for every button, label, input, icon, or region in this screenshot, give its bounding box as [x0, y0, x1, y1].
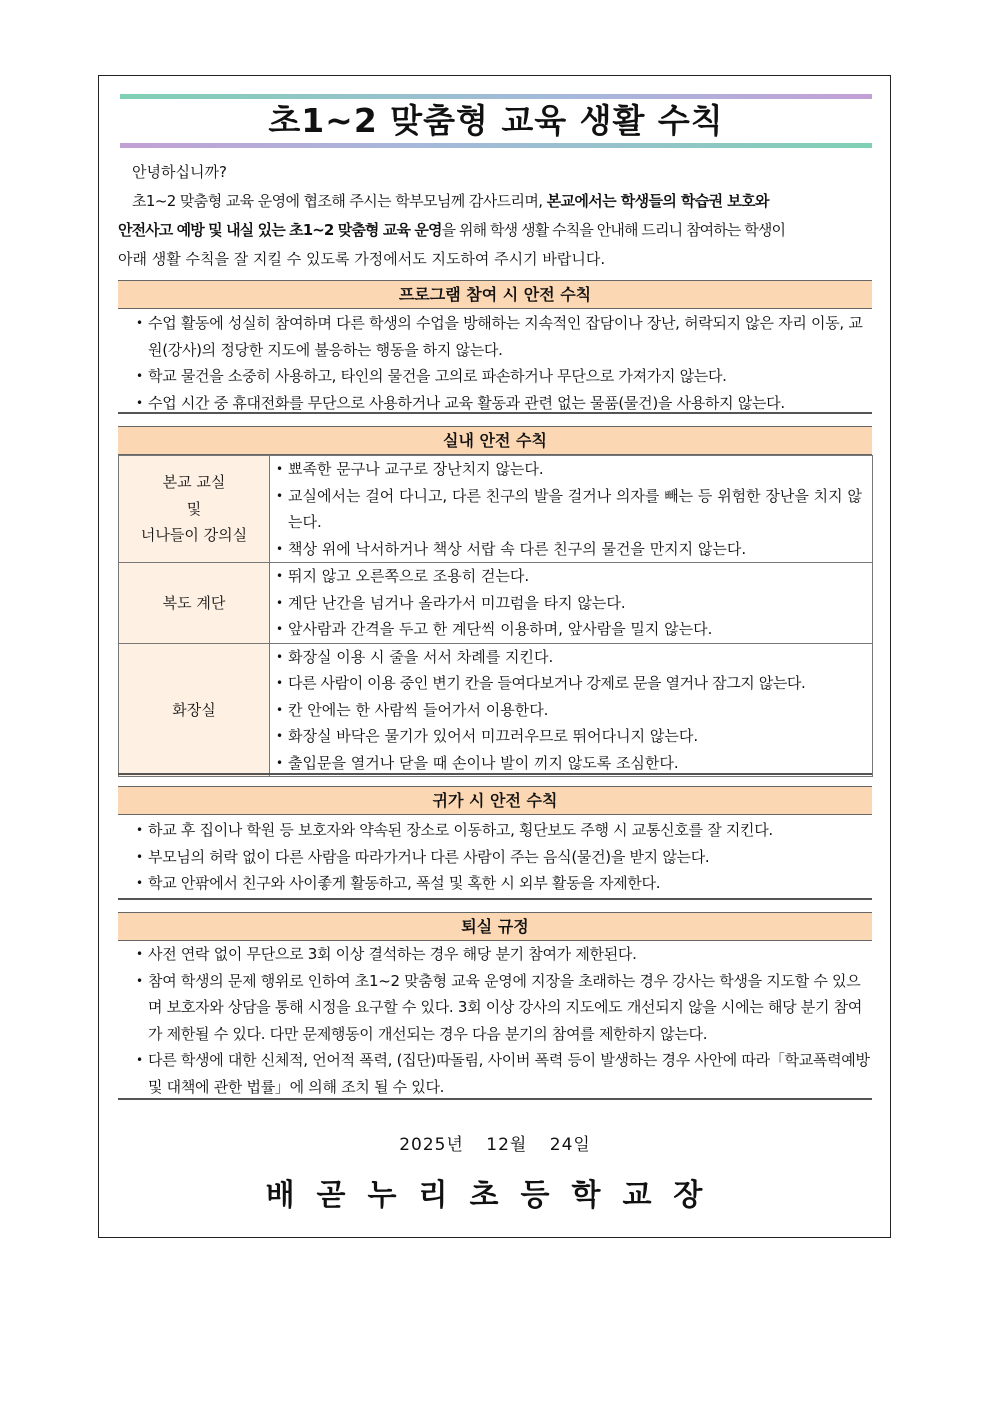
home-item: • 학교 안팎에서 친구와 사이좋게 활동하고, 폭설 및 혹한 시 외부 활동을 자제한다. — [118, 870, 872, 897]
indoor-table — [118, 455, 873, 777]
intro-paragraph — [118, 158, 878, 274]
exit-list — [118, 941, 872, 1100]
intro-body-line2 — [118, 216, 878, 245]
indoor-item: • 뛰지 않고 오른쪽으로 조용히 걷는다. — [270, 563, 872, 590]
home-item: • 하교 후 집이나 학원 등 보호자와 약속된 장소로 이동하고, 횡단보도 주행 시 교통신호를 잘 지킨다. — [118, 817, 872, 844]
title-rule-top — [120, 94, 872, 99]
home-list — [118, 817, 872, 897]
indoor-item: • 책상 위에 낙서하거나 책상 서랍 속 다른 친구의 물건을 만지지 않는다. — [270, 536, 872, 563]
intro-body-2: 을 위해 학생 생활 수칙을 안내해 드리니 참여하는 학생이 — [441, 221, 786, 239]
program-item: • 수업 활동에 성실히 참여하며 다른 학생의 수업을 방해하는 지속적인 잡담이나 장난, 허락되지 않은 자리 이동, 교원(강사)의 정당한 지도에 불응하는 행동을 하지 않는다. — [118, 310, 872, 363]
date-year: 2025년 — [399, 1135, 464, 1155]
exit-item: • 사전 연락 없이 무단으로 3회 이상 결석하는 경우 해당 분기 참여가 제한된다. — [118, 941, 872, 968]
indoor-item: • 다른 사람이 이용 중인 변기 칸을 들여다보거나 강제로 문을 열거나 잠그지 않는다. — [270, 670, 872, 697]
home-item: • 부모님의 허락 없이 다른 사람을 따라가거나 다른 사람이 주는 음식(물건)을 받지 않는다. — [118, 844, 872, 871]
intro-bold-1: 본교에서는 학생들의 학습권 보호와 — [546, 192, 769, 210]
place-label: 너나들이 강의실 — [140, 526, 248, 545]
indoor-bottom-rule — [118, 773, 872, 775]
home-bottom-rule — [118, 898, 872, 900]
home-heading: 귀가 시 안전 수칙 — [118, 786, 872, 815]
program-item: • 수업 시간 중 휴대전화를 무단으로 사용하거나 교육 활동과 관련 없는 물품(물건)을 사용하지 않는다. — [118, 390, 872, 417]
indoor-item: • 칸 안에는 한 사람씩 들어가서 이용한다. — [270, 697, 872, 724]
place-restroom: 화장실 — [119, 643, 270, 777]
indoor-item: • 앞사람과 간격을 두고 한 계단씩 이용하며, 앞사람을 밀지 않는다. — [270, 616, 872, 643]
title-rule-bottom — [120, 143, 872, 148]
indoor-item: • 출입문을 열거나 닫을 때 손이나 발이 끼지 않도록 조심한다. — [270, 750, 872, 777]
indoor-item: • 교실에서는 걸어 다니고, 다른 친구의 발을 걸거나 의자를 빼는 등 위험한 장난을 치지 않는다. — [270, 483, 872, 536]
indoor-row-classroom — [119, 456, 873, 563]
intro-body-line3: 아래 생활 수칙을 잘 지킬 수 있도록 가정에서도 지도하여 주시기 바랍니다. — [118, 250, 606, 268]
page-title: 초1~2 맞춤형 교육 생활 수칙 — [268, 101, 724, 140]
indoor-item: • 화장실 이용 시 줄을 서서 차례를 지킨다. — [270, 644, 872, 671]
intro-body-1: 초1~2 맞춤형 교육 운영에 협조해 주시는 학부모님께 감사드리며, — [132, 192, 547, 210]
indoor-row-restroom — [119, 643, 873, 777]
date-month: 12월 — [486, 1135, 528, 1155]
principal-signature: 배곧누리초등학교장 — [265, 1178, 725, 1213]
program-bottom-rule — [118, 412, 872, 414]
rules-classroom — [270, 456, 873, 563]
program-list — [118, 310, 872, 416]
date-day: 24일 — [549, 1135, 591, 1155]
indoor-item: • 화장실 바닥은 물기가 있어서 미끄러우므로 뛰어다니지 않는다. — [270, 723, 872, 750]
place-label: 및 — [186, 499, 202, 518]
intro-body — [118, 187, 878, 216]
place-hallway: 복도 계단 — [119, 563, 270, 644]
program-heading: 프로그램 참여 시 안전 수칙 — [118, 280, 872, 309]
place-classroom — [119, 456, 270, 563]
exit-item: • 참여 학생의 문제 행위로 인하여 초1~2 맞춤형 교육 운영에 지장을 초래하는 경우 강사는 학생을 지도할 수 있으며 보호자와 상담을 통해 시정을 요구할 수 있다. 3회 이상 강사의 지도에도 개선되지 않을 시에는 해당 분기 참여가 제한될 수 있다. 다만 문제행동이 개선되는 경우 다음 분기의 참여를 제한하지 않는다. — [118, 968, 872, 1048]
program-item: • 학교 물건을 소중히 사용하고, 타인의 물건을 고의로 파손하거나 무단으로 가져가지 않는다. — [118, 363, 872, 390]
exit-item: • 다른 학생에 대한 신체적, 언어적 폭력, (집단)따돌림, 사이버 폭력 등이 발생하는 경우 사안에 따라「학교폭력예방 및 대책에 관한 법률」에 의해 조치 될 수 있다. — [118, 1047, 872, 1100]
intro-bold-2: 안전사고 예방 및 내실 있는 초1~2 맞춤형 교육 운영 — [118, 221, 442, 239]
rules-restroom — [270, 643, 873, 777]
indoor-row-hallway — [119, 563, 873, 644]
indoor-heading: 실내 안전 수칙 — [118, 426, 872, 455]
exit-heading: 퇴실 규정 — [118, 912, 872, 941]
indoor-item: • 뾰족한 문구나 교구로 장난치지 않는다. — [270, 456, 872, 483]
intro-greeting: 안녕하십니까? — [132, 163, 227, 181]
place-label: 본교 교실 — [162, 473, 226, 492]
exit-bottom-rule — [118, 1098, 872, 1100]
rules-hallway — [270, 563, 873, 644]
indoor-item: • 계단 난간을 넘거나 올라가서 미끄럼을 타지 않는다. — [270, 590, 872, 617]
issue-date — [118, 1130, 872, 1155]
